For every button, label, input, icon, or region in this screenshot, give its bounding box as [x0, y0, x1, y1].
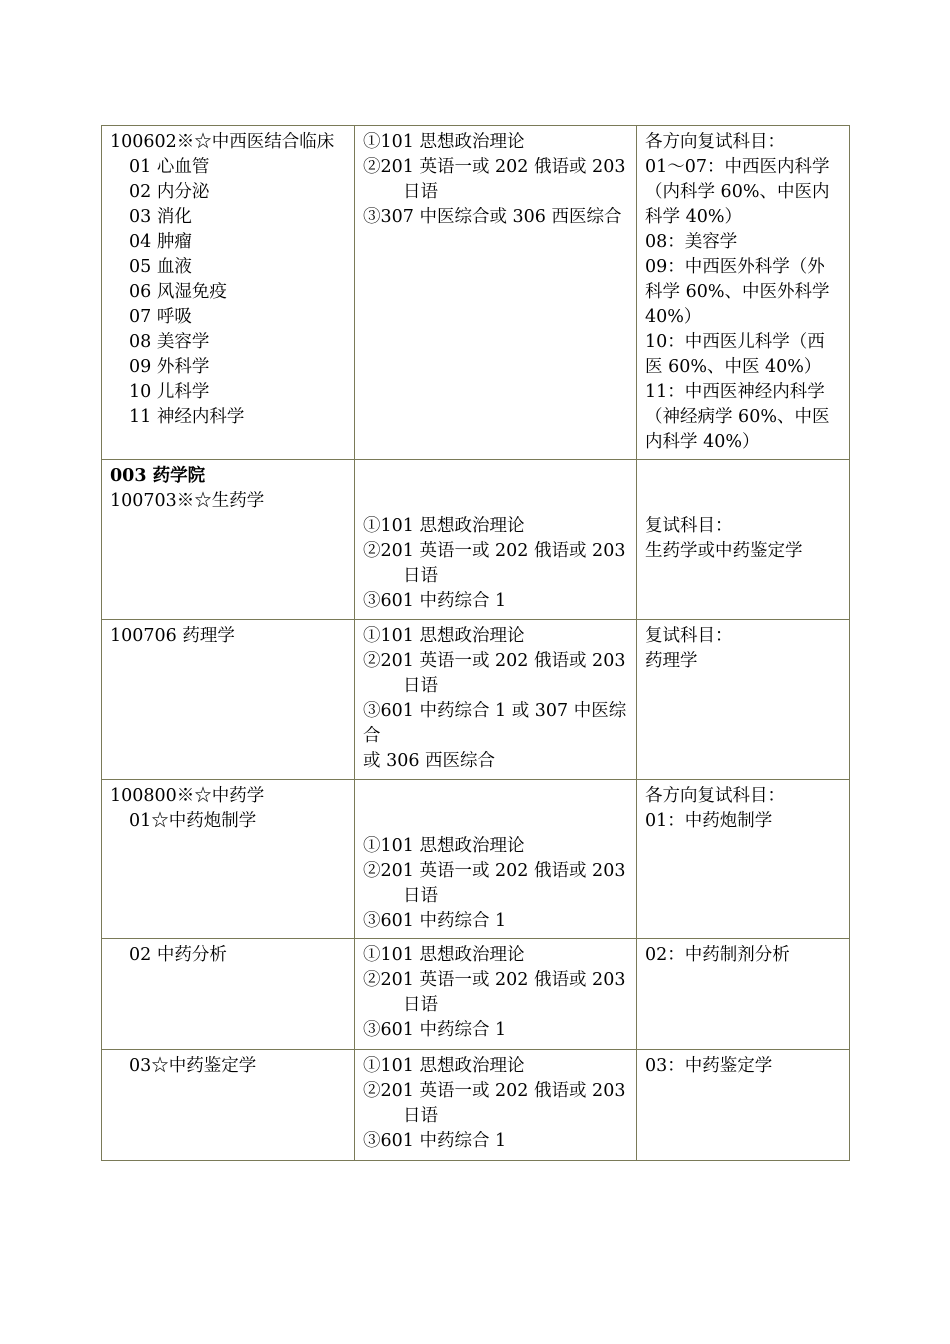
exam-subject: ②201 英语一或 202 俄语或 203 — [363, 651, 626, 671]
retest-line: 科学 60%、中医外科学 — [645, 282, 830, 302]
retest-line: 01：中药炮制学 — [645, 811, 773, 831]
exam-subjects-cell — [355, 460, 637, 620]
major-cell — [102, 1050, 355, 1161]
retest-line: 生药学或中药鉴定学 — [645, 541, 803, 561]
exam-subject: ③601 中药综合 1 或 307 中医综 — [363, 701, 627, 721]
major-title: 100706 药理学 — [110, 626, 235, 646]
admissions-table — [101, 125, 850, 1161]
school-heading: 003 药学院 — [110, 466, 206, 486]
exam-subject: ③307 中医综合或 306 西医综合 — [363, 207, 622, 227]
exam-subjects-cell — [355, 620, 637, 780]
direction-item: 02 中药分析 — [129, 945, 227, 965]
retest-line: 03：中药鉴定学 — [645, 1056, 773, 1076]
exam-subject: ①101 思想政治理论 — [363, 1056, 525, 1076]
exam-subject: ②201 英语一或 202 俄语或 203 — [363, 157, 626, 177]
direction-item: 01 心血管 — [129, 157, 210, 177]
table-row — [102, 1050, 850, 1161]
direction-item: 10 儿科学 — [129, 382, 210, 402]
direction-item: 09 外科学 — [129, 357, 210, 377]
retest-line: 01～07：中西医内科学 — [645, 157, 830, 177]
retest-line: 11：中西医神经内科学 — [645, 382, 825, 402]
direction-item: 07 呼吸 — [129, 307, 192, 327]
direction-item: 04 肿瘤 — [129, 232, 192, 252]
retest-line: 10：中西医儿科学（西 — [645, 332, 825, 352]
major-cell — [102, 939, 355, 1050]
major-cell — [102, 620, 355, 780]
major-title: 100703※☆生药学 — [110, 491, 265, 511]
exam-subject-continued: 日语 — [403, 676, 438, 696]
exam-subjects-cell — [355, 126, 637, 460]
exam-subject-continued: 日语 — [403, 995, 438, 1015]
retest-cell — [637, 939, 850, 1050]
direction-item: 01☆中药炮制学 — [129, 811, 257, 831]
table-row — [102, 460, 850, 620]
table-row — [102, 620, 850, 780]
major-title: 100602※☆中西医结合临床 — [110, 132, 335, 152]
retest-line: 08：美容学 — [645, 232, 738, 252]
retest-line: 科学 40%） — [645, 207, 742, 227]
direction-item: 08 美容学 — [129, 332, 210, 352]
retest-line: （内科学 60%、中医内 — [645, 182, 830, 202]
direction-item: 03☆中药鉴定学 — [129, 1056, 257, 1076]
exam-subject: ②201 英语一或 202 俄语或 203 — [363, 1081, 626, 1101]
exam-subject-continued: 合 — [363, 726, 381, 746]
exam-subject: ①101 思想政治理论 — [363, 836, 525, 856]
exam-subject: ③601 中药综合 1 — [363, 591, 507, 611]
direction-item: 03 消化 — [129, 207, 192, 227]
major-title: 100800※☆中药学 — [110, 786, 265, 806]
exam-subject: ③601 中药综合 1 — [363, 1020, 507, 1040]
retest-line: 09：中西医外科学（外 — [645, 257, 825, 277]
major-cell — [102, 126, 355, 460]
table-row — [102, 939, 850, 1050]
exam-subject-continued: 日语 — [403, 566, 438, 586]
exam-subject: ②201 英语一或 202 俄语或 203 — [363, 861, 626, 881]
retest-cell — [637, 460, 850, 620]
exam-subject: ③601 中药综合 1 — [363, 911, 507, 931]
exam-subjects-cell — [355, 1050, 637, 1161]
exam-subject-continued: 日语 — [403, 1106, 438, 1126]
table-row — [102, 126, 850, 460]
exam-subject: ②201 英语一或 202 俄语或 203 — [363, 970, 626, 990]
retest-line: 各方向复试科目： — [645, 786, 785, 806]
retest-line: 各方向复试科目： — [645, 132, 785, 152]
exam-subject-continued: 日语 — [403, 886, 438, 906]
retest-line: 复试科目： — [645, 626, 733, 646]
direction-item: 02 内分泌 — [129, 182, 210, 202]
retest-line: 02：中药制剂分析 — [645, 945, 790, 965]
exam-subject: ①101 思想政治理论 — [363, 945, 525, 965]
exam-subject-continued: 日语 — [403, 182, 438, 202]
exam-subject-continued: 或 306 西医综合 — [363, 751, 496, 771]
exam-subject: ③601 中药综合 1 — [363, 1131, 507, 1151]
retest-cell — [637, 780, 850, 939]
retest-line: 药理学 — [645, 651, 698, 671]
exam-subject: ①101 思想政治理论 — [363, 132, 525, 152]
retest-cell — [637, 1050, 850, 1161]
retest-cell — [637, 126, 850, 460]
exam-subject: ②201 英语一或 202 俄语或 203 — [363, 541, 626, 561]
major-cell — [102, 460, 355, 620]
direction-item: 06 风湿免疫 — [129, 282, 227, 302]
direction-item: 11 神经内科学 — [129, 407, 245, 427]
exam-subject: ①101 思想政治理论 — [363, 626, 525, 646]
table-row — [102, 780, 850, 939]
exam-subject: ①101 思想政治理论 — [363, 516, 525, 536]
retest-cell — [637, 620, 850, 780]
retest-line: 40%） — [645, 307, 702, 327]
retest-line: 内科学 40%） — [645, 432, 760, 452]
major-cell — [102, 780, 355, 939]
retest-line: 复试科目： — [645, 516, 733, 536]
exam-subjects-cell — [355, 939, 637, 1050]
direction-item: 05 血液 — [129, 257, 192, 277]
exam-subjects-cell — [355, 780, 637, 939]
retest-line: 医 60%、中医 40%） — [645, 357, 822, 377]
retest-line: （神经病学 60%、中医 — [645, 407, 830, 427]
